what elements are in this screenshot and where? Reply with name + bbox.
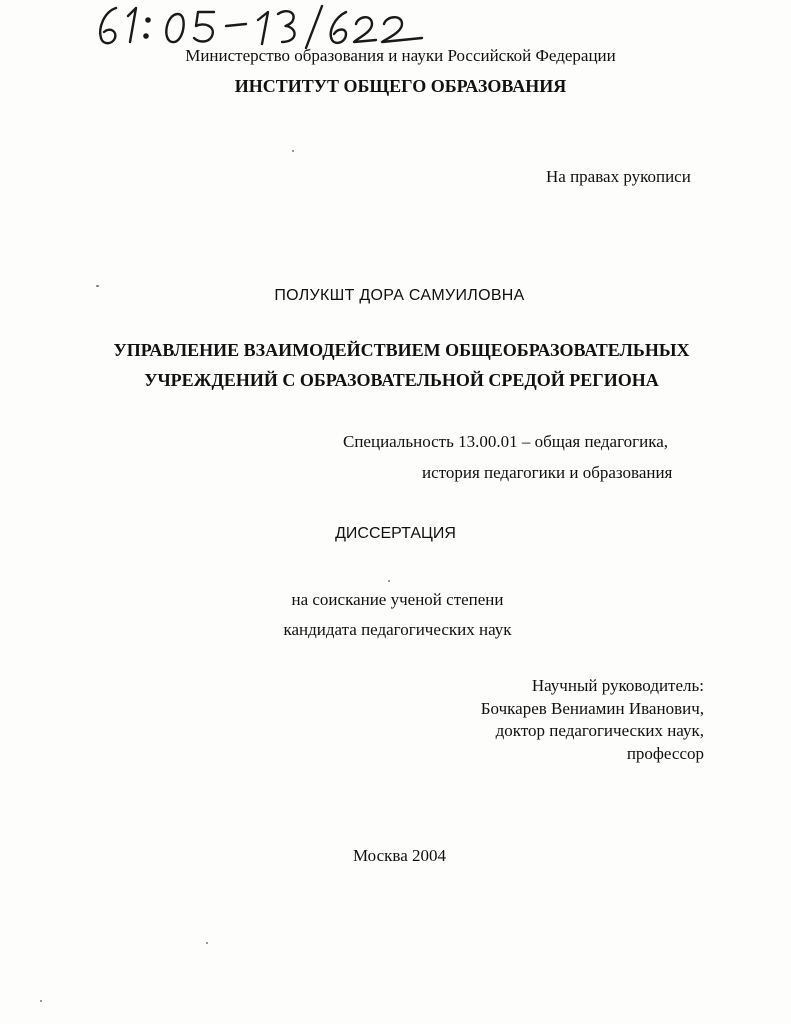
dissertation-title-line-1: УПРАВЛЕНИЕ ВЗАИМОДЕЙСТВИЕМ ОБЩЕОБРАЗОВАТЕЛЬНЫХ [113,340,690,360]
supervisor-block [481,675,704,765]
scan-speck [96,285,99,287]
scan-speck [206,942,208,944]
supervisor-name: Бочкарев Вениамин Иванович, [480,698,704,718]
supervisor-rank: профессор [626,743,704,763]
scan-speck [40,1000,42,1002]
place-and-year: Москва 2004 [352,846,447,865]
rights-note: На правах рукописи [546,167,691,186]
degree-line-2: кандидата педагогических наук [283,620,512,639]
scan-speck [292,150,294,152]
ministry-name: Министерство образования и науки Российской Федерации [185,46,616,65]
document-type: ДИССЕРТАЦИЯ [335,525,456,542]
supervisor-label: Научный руководитель: [531,676,704,695]
scan-speck [388,580,390,582]
specialty-line-1: Специальность 13.00.01 – общая педагогика, [343,432,668,451]
specialty-line-2: история педагогики и образования [422,463,673,482]
supervisor-degree: доктор педагогических наук, [495,721,704,740]
degree-line-1: на соискание ученой степени [291,590,504,609]
author-name: ПОЛУКШТ ДОРА САМУИЛОВНА [274,287,525,304]
handwritten-archive-code [92,2,452,52]
dissertation-title-line-2: УЧРЕЖДЕНИЙ С ОБРАЗОВАТЕЛЬНОЙ СРЕДОЙ РЕГИОНА [144,370,659,390]
institute-name: ИНСТИТУТ ОБЩЕГО ОБРАЗОВАНИЯ [234,76,567,96]
